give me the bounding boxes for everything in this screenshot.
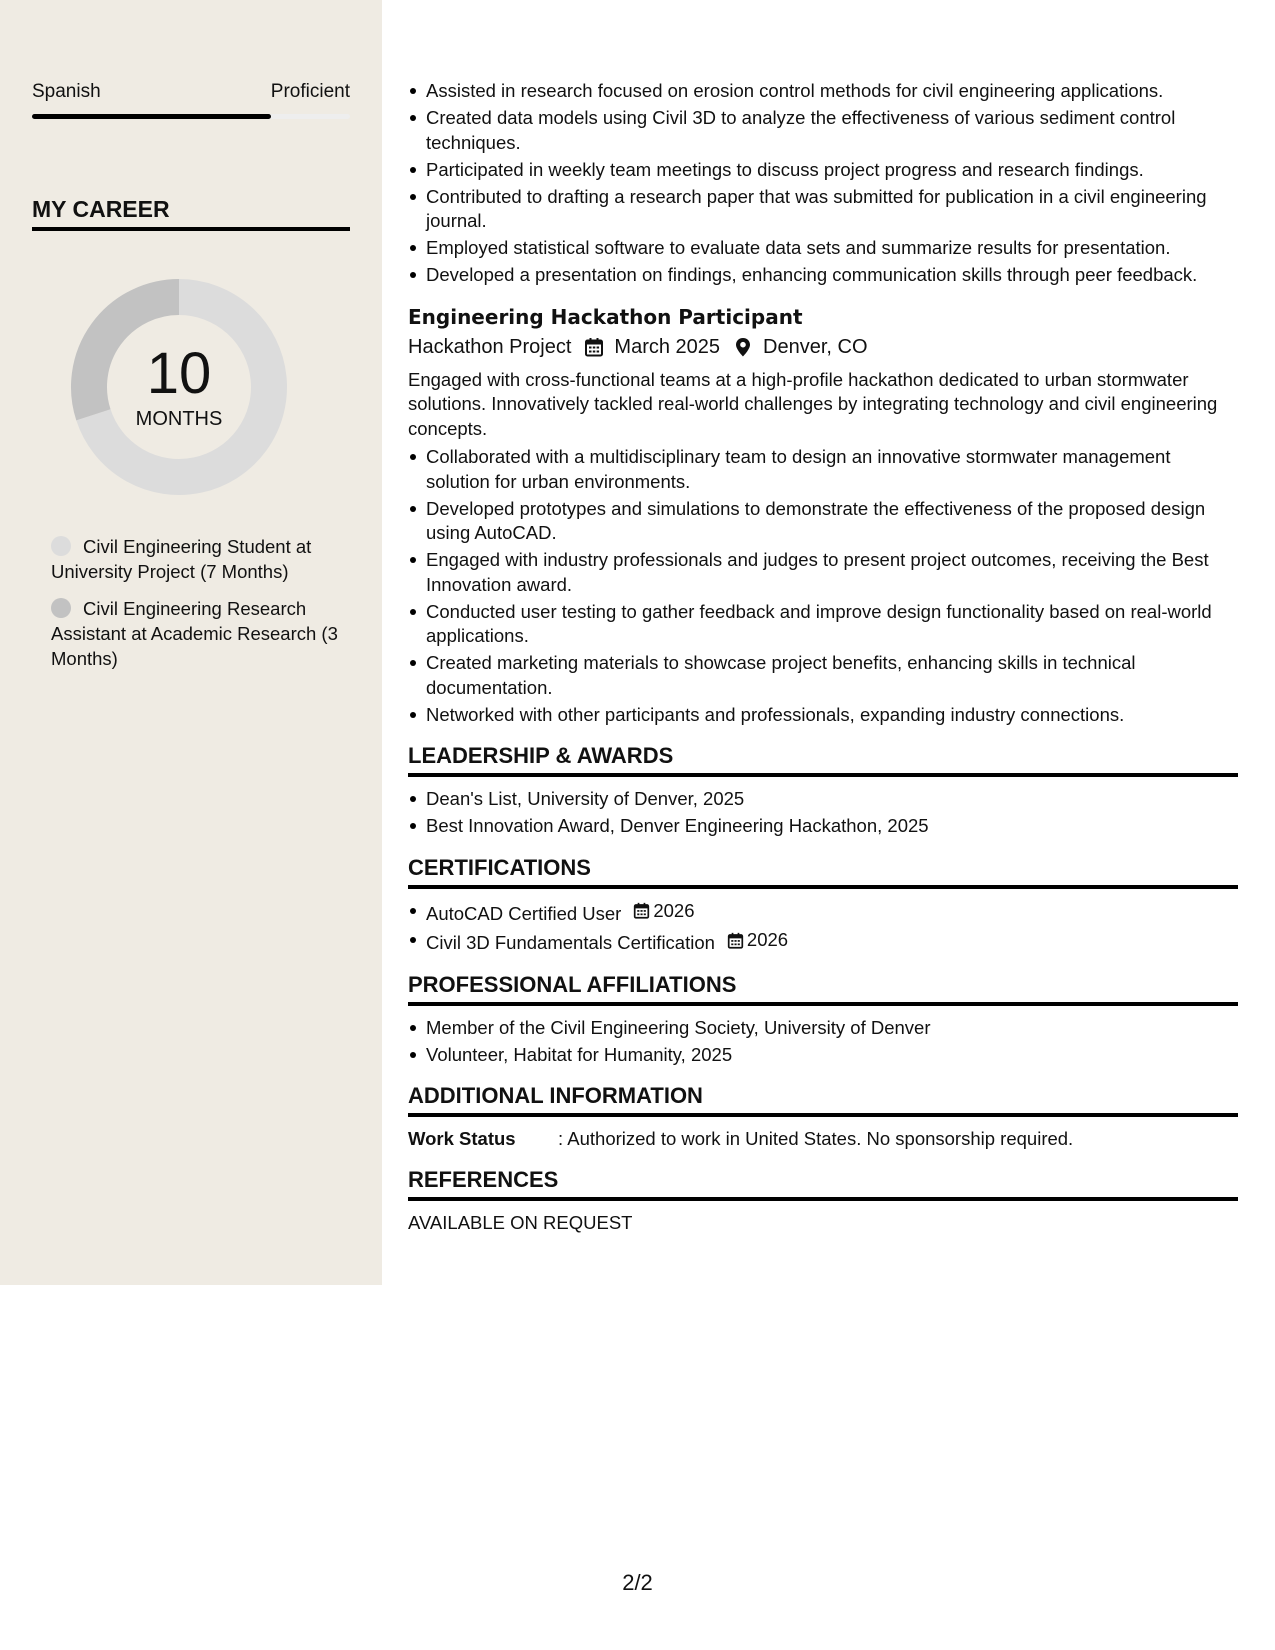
career-heading: MY CAREER bbox=[32, 196, 350, 231]
calendar-icon bbox=[584, 337, 604, 357]
cert-date bbox=[633, 899, 694, 924]
list-item: Member of the Civil Engineering Society, University of Denver bbox=[426, 1016, 1238, 1041]
references-text: AVAILABLE ON REQUEST bbox=[408, 1212, 633, 1233]
career-dot bbox=[51, 598, 71, 618]
career-dot bbox=[51, 536, 71, 556]
job-location: Denver, CO bbox=[763, 335, 868, 358]
calendar-icon bbox=[727, 932, 744, 949]
list-item: Engaged with industry professionals and judges to present project outcomes, receiving the Best Innovation award. bbox=[426, 548, 1238, 597]
main-content bbox=[408, 79, 1238, 1235]
cert-date bbox=[727, 928, 788, 953]
career-item-text: Civil Engineering Research Assistant at Academic Research (3 Months) bbox=[51, 598, 338, 669]
list-item: Employed statistical software to evaluate data sets and summarize results for presentation. bbox=[426, 236, 1238, 261]
work-status-value: : Authorized to work in United States. No sponsorship required. bbox=[558, 1128, 1074, 1149]
language-row bbox=[32, 81, 350, 103]
leadership-list bbox=[408, 787, 1238, 839]
list-item: Conducted user testing to gather feedback and improve design functionality based on real-world applications. bbox=[426, 600, 1238, 649]
calendar-icon bbox=[633, 902, 650, 919]
list-item: Best Innovation Award, Denver Engineering Hackathon, 2025 bbox=[426, 814, 1238, 839]
language-level: Proficient bbox=[270, 81, 350, 102]
list-item: Volunteer, Habitat for Humanity, 2025 bbox=[426, 1043, 1238, 1068]
job-description: Engaged with cross-functional teams at a high-profile hackathon dedicated to urban stormwater solutions. Innovatively tackled real-world challenges by integrating technology and civil engineering concepts. bbox=[408, 368, 1218, 439]
references-heading: REFERENCES bbox=[408, 1167, 1238, 1201]
career-item bbox=[51, 596, 341, 671]
list-item: Created data models using Civil 3D to analyze the effectiveness of various sediment control techniques. bbox=[426, 106, 1238, 155]
language-level-fill bbox=[32, 114, 271, 119]
language-name: Spanish bbox=[32, 81, 101, 102]
additional-heading: ADDITIONAL INFORMATION bbox=[408, 1083, 1238, 1117]
language-level-bar bbox=[32, 114, 350, 119]
work-status-label: Work Status bbox=[408, 1128, 516, 1149]
certifications-heading: CERTIFICATIONS bbox=[408, 855, 1238, 889]
research-bullets bbox=[408, 79, 1238, 288]
location-pin-icon bbox=[733, 337, 753, 357]
list-item: Contributed to drafting a research paper that was submitted for publication in a civil engineering journal. bbox=[426, 185, 1238, 234]
list-item: Assisted in research focused on erosion control methods for civil engineering applications. bbox=[426, 79, 1238, 104]
list-item: Dean's List, University of Denver, 2025 bbox=[426, 787, 1238, 812]
cert-year: 2026 bbox=[746, 929, 789, 951]
job-company: Hackathon Project bbox=[408, 335, 572, 358]
donut-unit: MONTHS bbox=[135, 408, 223, 430]
hackathon-bullets bbox=[408, 445, 1238, 727]
leadership-heading: LEADERSHIP & AWARDS bbox=[408, 743, 1238, 777]
career-item bbox=[51, 534, 341, 584]
job-date: March 2025 bbox=[614, 335, 721, 358]
cert-name: AutoCAD Certified User bbox=[426, 902, 622, 924]
list-item: Collaborated with a multidisciplinary team to design an innovative stormwater management solution for urban environments. bbox=[426, 445, 1238, 494]
affiliations-heading: PROFESSIONAL AFFILIATIONS bbox=[408, 972, 1238, 1006]
job-meta bbox=[408, 332, 1238, 362]
job-title: Engineering Hackathon Participant bbox=[408, 304, 803, 329]
list-item: Participated in weekly team meetings to discuss project progress and research findings. bbox=[426, 158, 1238, 183]
career-list bbox=[51, 534, 341, 683]
list-item bbox=[426, 899, 1238, 926]
certifications-list bbox=[408, 899, 1238, 956]
cert-name: Civil 3D Fundamentals Certification bbox=[426, 932, 715, 953]
cert-year: 2026 bbox=[653, 899, 695, 921]
list-item: Created marketing materials to showcase project benefits, enhancing skills in technical documentation. bbox=[426, 651, 1238, 700]
work-status-row bbox=[408, 1127, 1238, 1151]
list-item: Networked with other participants and professionals, expanding industry connections. bbox=[426, 703, 1238, 728]
sidebar bbox=[0, 0, 382, 1285]
career-item-text: Civil Engineering Student at University Project (7 Months) bbox=[51, 536, 312, 582]
affiliations-list bbox=[408, 1016, 1238, 1068]
list-item: Developed a presentation on findings, enhancing communication skills through peer feedback. bbox=[426, 263, 1238, 288]
career-donut bbox=[66, 274, 292, 500]
page-number: 2/2 bbox=[622, 1570, 653, 1595]
list-item bbox=[426, 928, 1238, 955]
donut-number: 10 bbox=[146, 341, 212, 406]
list-item: Developed prototypes and simulations to demonstrate the effectiveness of the proposed design using AutoCAD. bbox=[426, 497, 1238, 546]
